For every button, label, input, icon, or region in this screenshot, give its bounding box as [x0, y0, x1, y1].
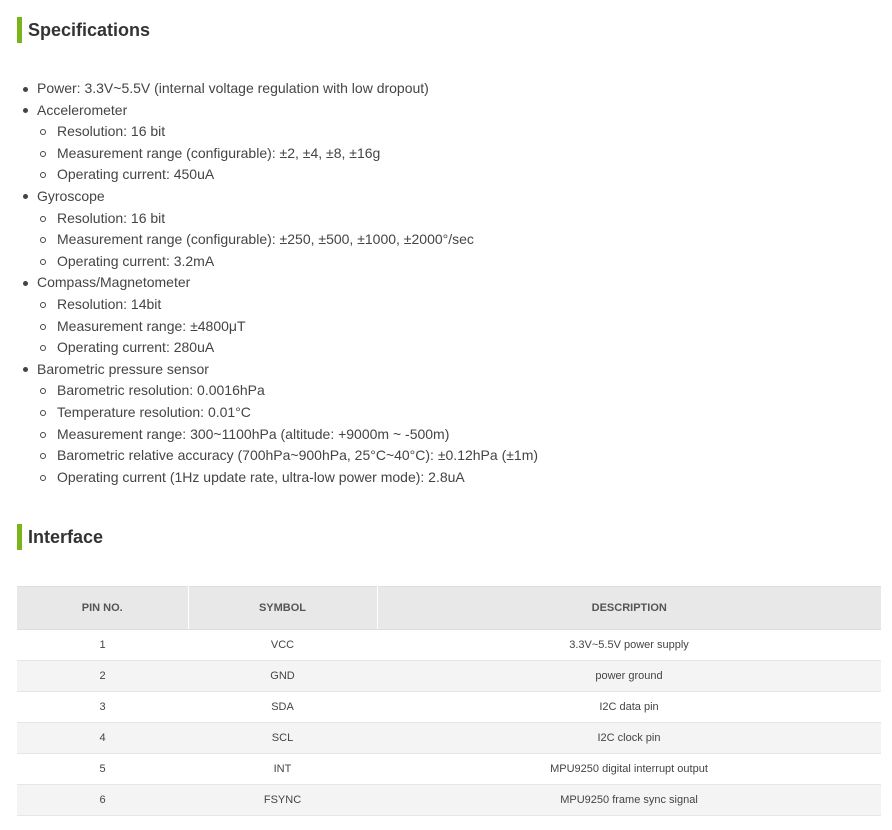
spec-item — [20, 359, 538, 489]
cell-symbol: SDA — [188, 692, 377, 723]
spec-item-label: Gyroscope — [37, 187, 105, 204]
spec-sub-item: Operating current: 280uA — [37, 337, 538, 359]
table-row — [17, 661, 881, 692]
spec-sub-item: Operating current: 3.2mA — [37, 251, 538, 273]
spec-sub-item: Measurement range: 300~1100hPa (altitude: +9000m ~ -500m) — [37, 424, 538, 446]
cell-description: MPU9250 digital interrupt output — [377, 754, 881, 785]
spec-sub-item: Operating current (1Hz update rate, ultra-low power mode): 2.8uA — [37, 467, 538, 489]
column-header-description: DESCRIPTION — [377, 587, 881, 630]
cell-pin-no: 4 — [17, 723, 188, 754]
spec-sub-item: Operating current: 450uA — [37, 164, 538, 186]
table-row — [17, 723, 881, 754]
table-row — [17, 692, 881, 723]
column-header-pin-no: PIN NO. — [17, 587, 188, 630]
spec-sub-item: Measurement range (configurable): ±250, ±500, ±1000, ±2000°/sec — [37, 229, 538, 251]
cell-description: power ground — [377, 661, 881, 692]
spec-item — [20, 78, 538, 100]
cell-pin-no: 6 — [17, 785, 188, 816]
cell-pin-no: 1 — [17, 630, 188, 661]
spec-item — [20, 100, 538, 186]
interface-heading: Interface — [17, 524, 103, 550]
cell-symbol: GND — [188, 661, 377, 692]
cell-description: 3.3V~5.5V power supply — [377, 630, 881, 661]
cell-symbol: FSYNC — [188, 785, 377, 816]
spec-sub-list — [37, 121, 538, 186]
spec-sub-item: Temperature resolution: 0.01°C — [37, 402, 538, 424]
spec-sub-item: Measurement range (configurable): ±2, ±4, ±8, ±16g — [37, 143, 538, 165]
cell-description: MPU9250 frame sync signal — [377, 785, 881, 816]
cell-symbol: SCL — [188, 723, 377, 754]
spec-sub-list — [37, 208, 538, 273]
specifications-list — [20, 78, 538, 488]
cell-description: I2C clock pin — [377, 723, 881, 754]
spec-sub-item: Resolution: 16 bit — [37, 208, 538, 230]
cell-pin-no: 3 — [17, 692, 188, 723]
pin-table — [17, 586, 881, 816]
spec-sub-item: Resolution: 14bit — [37, 294, 538, 316]
spec-item — [20, 272, 538, 358]
spec-sub-item: Barometric resolution: 0.0016hPa — [37, 380, 538, 402]
table-header-row — [17, 587, 881, 630]
table-row — [17, 754, 881, 785]
cell-pin-no: 2 — [17, 661, 188, 692]
table-body — [17, 630, 881, 816]
spec-sub-list — [37, 294, 538, 359]
spec-item-label: Compass/Magnetometer — [37, 274, 191, 291]
table-row — [17, 785, 881, 816]
spec-sub-list — [37, 380, 538, 488]
spec-item-label: Barometric pressure sensor — [37, 360, 209, 377]
spec-item-label: Accelerometer — [37, 101, 128, 118]
cell-symbol: INT — [188, 754, 377, 785]
spec-sub-item: Barometric relative accuracy (700hPa~900hPa, 25°C~40°C): ±0.12hPa (±1m) — [37, 445, 538, 467]
cell-pin-no: 5 — [17, 754, 188, 785]
column-header-symbol: SYMBOL — [188, 587, 377, 630]
spec-sub-item: Resolution: 16 bit — [37, 121, 538, 143]
table-row — [17, 630, 881, 661]
spec-item — [20, 186, 538, 272]
specifications-heading: Specifications — [17, 17, 150, 43]
cell-symbol: VCC — [188, 630, 377, 661]
cell-description: I2C data pin — [377, 692, 881, 723]
spec-item-label: Power: 3.3V~5.5V (internal voltage regulation with low dropout) — [37, 80, 429, 96]
spec-sub-item: Measurement range: ±4800μT — [37, 316, 538, 338]
